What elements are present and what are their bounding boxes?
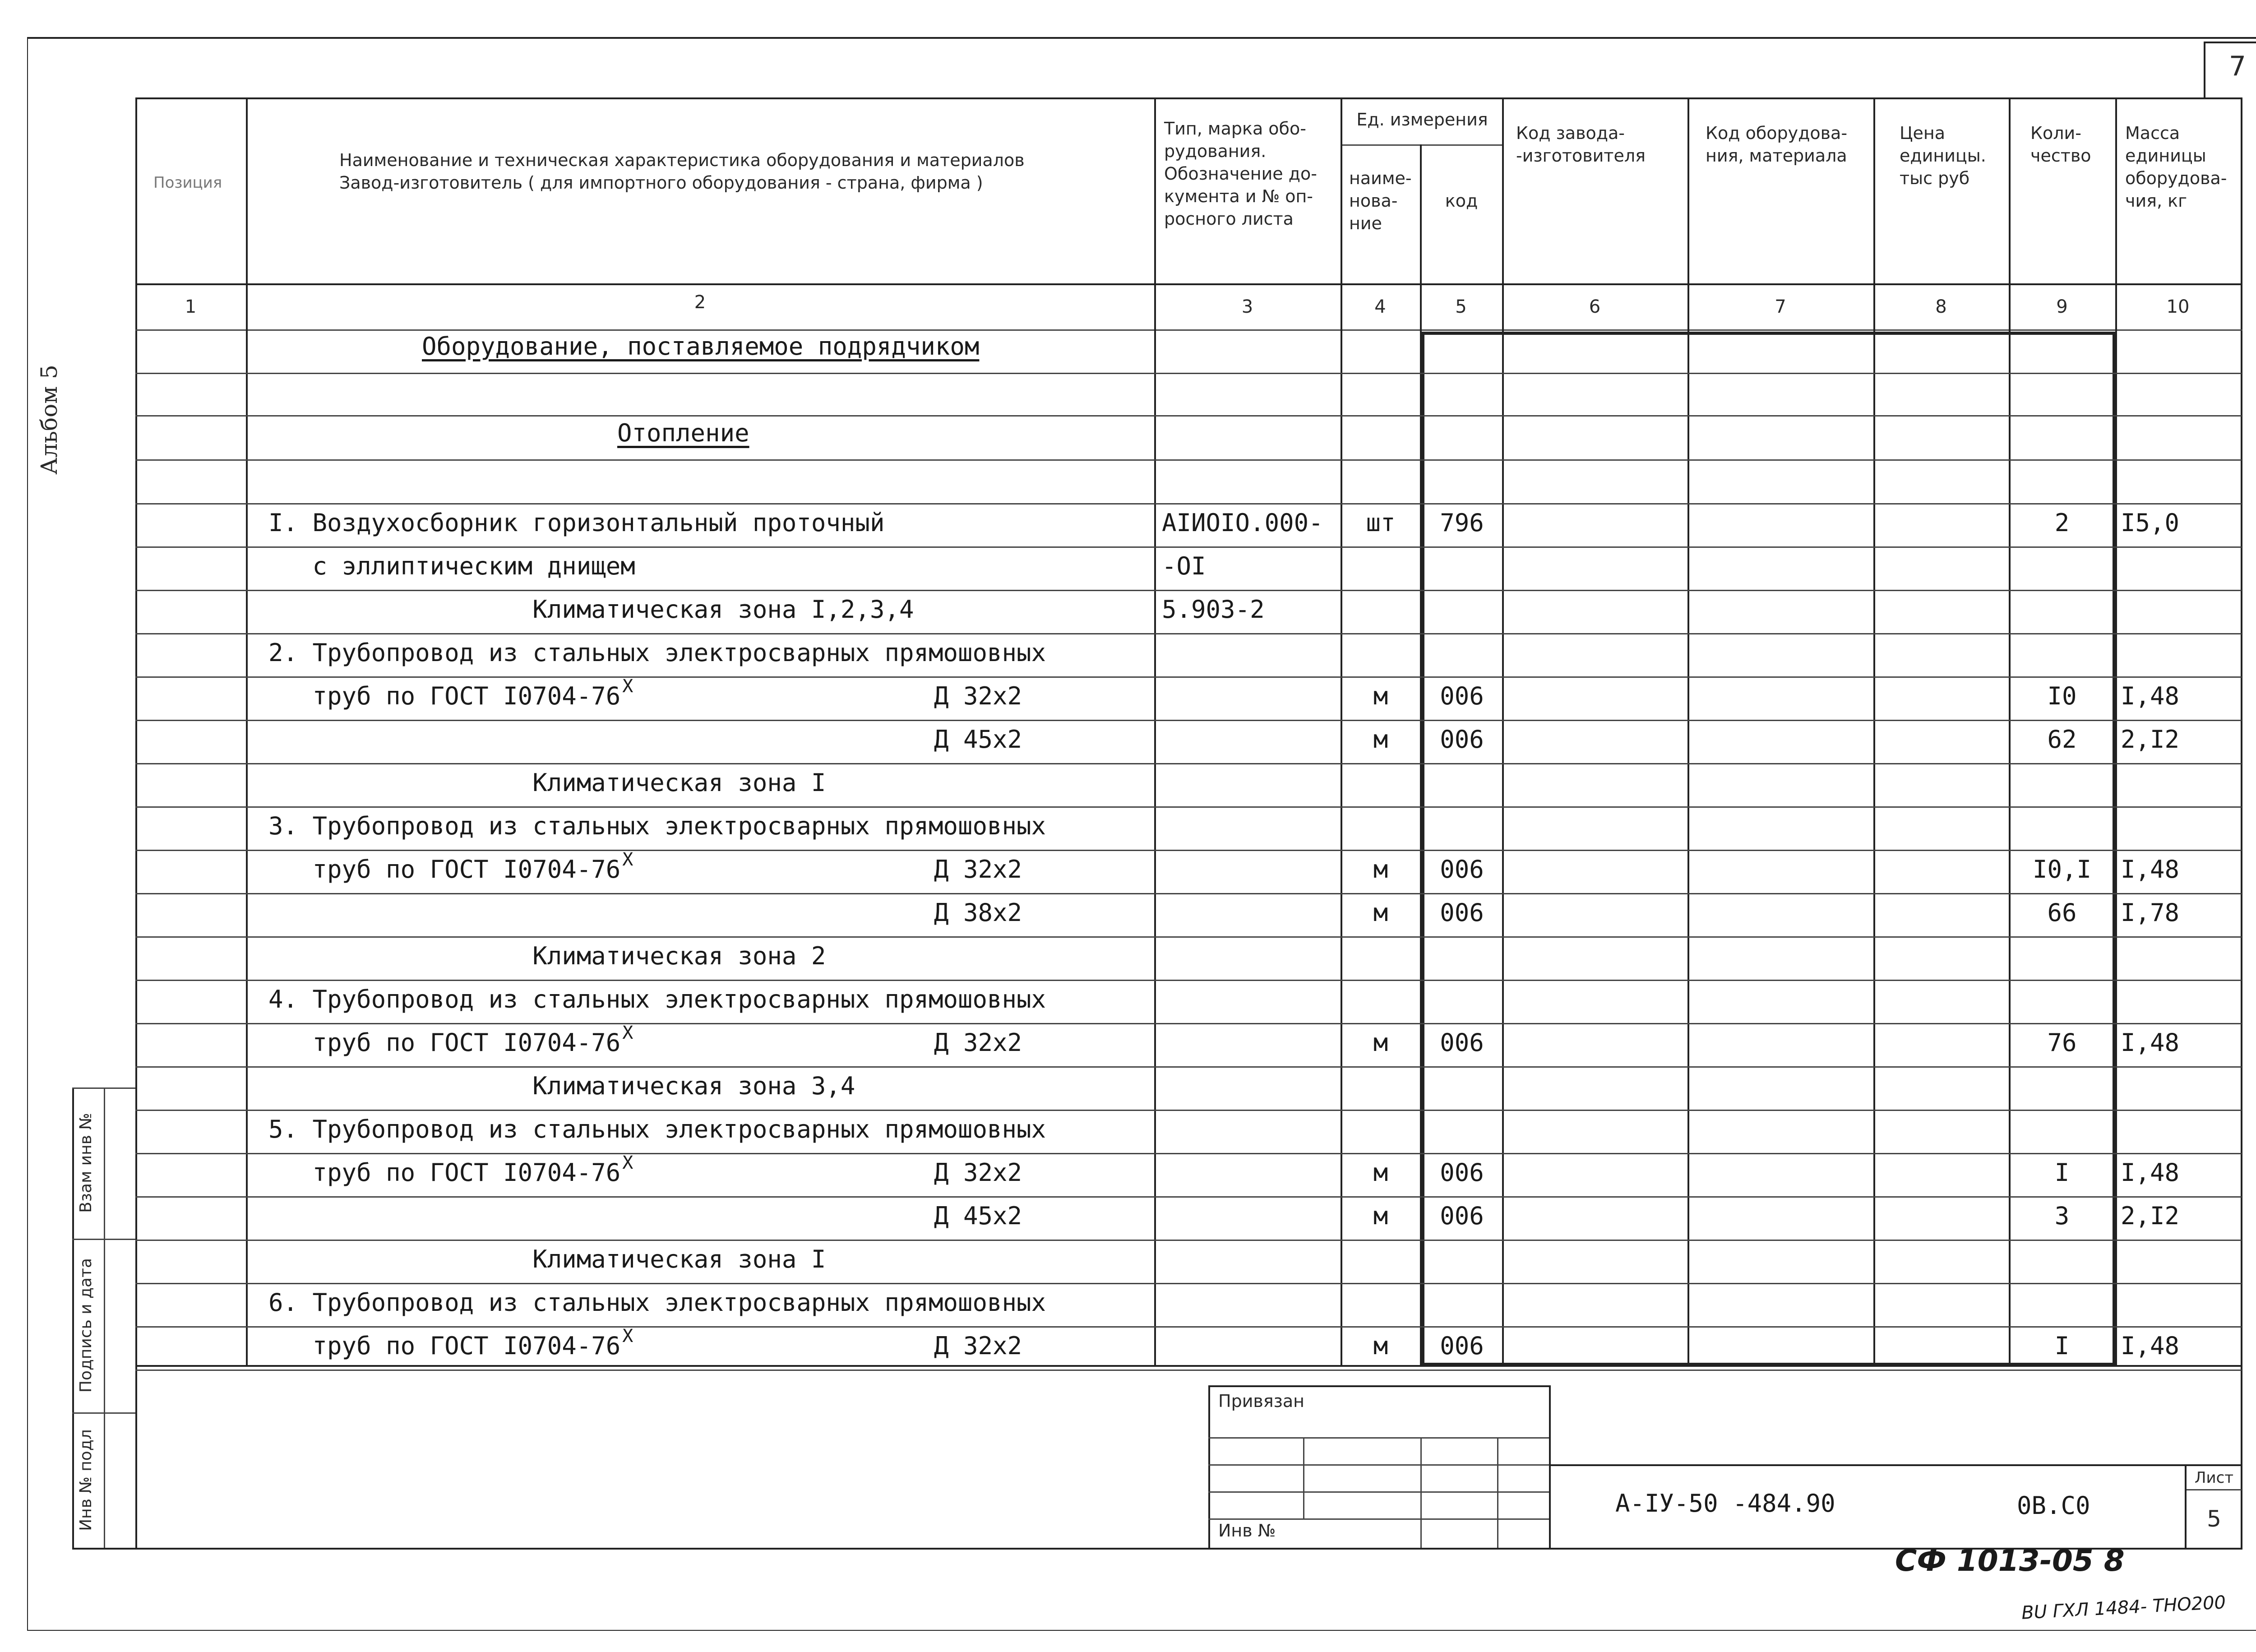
col-number: 8 bbox=[1935, 296, 1947, 317]
item-name: Климатическая зона I bbox=[268, 1245, 826, 1273]
unit-code: 796 bbox=[1440, 509, 1484, 537]
stamp-original-inventory: Инв № подл bbox=[77, 1429, 95, 1531]
item-name: труб по ГОСТ I0704-76 bbox=[268, 1332, 621, 1360]
unit-name: м bbox=[1373, 725, 1388, 754]
row-separator bbox=[135, 806, 2242, 808]
unit-name: м bbox=[1373, 1202, 1388, 1230]
unit-mass: I,78 bbox=[2121, 898, 2180, 927]
superscript-mark: X bbox=[622, 849, 633, 870]
unit-name: м bbox=[1373, 682, 1388, 710]
row-separator bbox=[135, 763, 2242, 764]
item-name: труб по ГОСТ I0704-76 bbox=[268, 1028, 621, 1057]
unit-mass: I,48 bbox=[2121, 682, 2180, 710]
unit-mass: I5,0 bbox=[2121, 509, 2180, 537]
sheet-corner-number: 7 bbox=[2228, 51, 2247, 82]
stamp-signature-date: Подпись и дата bbox=[77, 1258, 95, 1393]
row-separator bbox=[135, 1196, 2242, 1198]
row-separator bbox=[135, 1240, 2242, 1241]
pipe-size: Д 32х2 bbox=[934, 1158, 1022, 1187]
item-name: с эллиптическим днищем bbox=[268, 552, 635, 580]
sheet-number: 5 bbox=[2207, 1506, 2221, 1532]
quantity: I bbox=[2054, 1332, 2070, 1360]
attached-label: Привязан bbox=[1218, 1391, 1304, 1411]
row-separator bbox=[135, 936, 2242, 938]
unit-name: м bbox=[1373, 855, 1388, 884]
row-separator bbox=[135, 503, 2242, 504]
col-number: 10 bbox=[2166, 296, 2190, 317]
album-label: Альбом 5 bbox=[36, 365, 62, 475]
quantity: 3 bbox=[2054, 1202, 2070, 1230]
row-separator bbox=[135, 1370, 2242, 1371]
pipe-size: Д 32х2 bbox=[934, 682, 1022, 710]
sheet-label: Лист bbox=[2194, 1469, 2234, 1487]
header-mass: Масса единицы оборудова- чия, кг bbox=[2125, 123, 2227, 211]
header-quantity: Коли- чество bbox=[2030, 123, 2091, 166]
unit-code: 006 bbox=[1440, 898, 1484, 927]
row-separator bbox=[135, 459, 2242, 461]
header-type: Тип, марка обо- рудования. Обозначение до- кумента и № оп- росного листа bbox=[1164, 119, 1317, 229]
col-number: 7 bbox=[1775, 296, 1786, 317]
col-number: 6 bbox=[1589, 296, 1601, 317]
item-type: -OI bbox=[1162, 552, 1206, 580]
row-separator bbox=[135, 373, 2242, 374]
row-separator bbox=[135, 720, 2242, 721]
col-number: 1 bbox=[185, 296, 197, 317]
item-name: 5. Трубопровод из стальных электросварных прямошовных bbox=[268, 1115, 1046, 1143]
superscript-mark: X bbox=[622, 1152, 633, 1173]
row-separator bbox=[135, 850, 2242, 851]
unit-name: м bbox=[1373, 898, 1388, 927]
row-separator bbox=[135, 633, 2242, 634]
header-position: Позиция bbox=[153, 174, 222, 192]
quantity: I bbox=[2054, 1158, 2070, 1187]
unit-mass: 2,I2 bbox=[2121, 725, 2180, 754]
header-equipment-code: Код оборудова- ния, материала bbox=[1706, 123, 1848, 166]
stamp-replaced-inventory: Взам инв № bbox=[77, 1113, 95, 1213]
item-name: труб по ГОСТ I0704-76 bbox=[268, 682, 621, 710]
inventory-label: Инв № bbox=[1218, 1521, 1276, 1541]
pipe-size: Д 32х2 bbox=[934, 855, 1022, 884]
row-separator bbox=[135, 1283, 2242, 1284]
header-name: Наименование и техническая характеристика оборудования и материалов Завод-изготовитель ( для импортного оборудования - страна, фирма ) bbox=[339, 150, 1025, 193]
item-name: труб по ГОСТ I0704-76 bbox=[268, 855, 621, 884]
row-separator bbox=[135, 1023, 2242, 1024]
unit-code: 006 bbox=[1440, 725, 1484, 754]
handwritten-code: СФ 1013-05 8 bbox=[1895, 1543, 2125, 1578]
item-name: Климатическая зона 2 bbox=[268, 942, 826, 970]
item-type: AIИOIO.000- bbox=[1162, 509, 1323, 537]
unit-name: м bbox=[1373, 1332, 1388, 1360]
pipe-size: Д 45х2 bbox=[934, 1202, 1022, 1230]
row-separator bbox=[135, 1153, 2242, 1154]
quantity: I0 bbox=[2047, 682, 2077, 710]
col-number: 2 bbox=[694, 292, 706, 313]
unit-code: 006 bbox=[1440, 1332, 1484, 1360]
header-unit-name: наиме- нова- ние bbox=[1349, 168, 1412, 233]
unit-name: шт bbox=[1366, 509, 1396, 537]
item-name: I. Воздухосборник горизонтальный проточный bbox=[268, 509, 885, 537]
row-separator bbox=[135, 590, 2242, 591]
row-separator bbox=[135, 676, 2242, 678]
unit-name: м bbox=[1373, 1158, 1388, 1187]
row-separator bbox=[135, 1326, 2242, 1328]
row-separator bbox=[135, 1110, 2242, 1111]
row-separator bbox=[135, 980, 2242, 981]
quantity: 66 bbox=[2047, 898, 2077, 927]
superscript-mark: X bbox=[622, 1023, 633, 1043]
row-separator bbox=[135, 546, 2242, 548]
superscript-mark: X bbox=[622, 1326, 633, 1347]
pipe-size: Д 32х2 bbox=[934, 1028, 1022, 1057]
item-name: труб по ГОСТ I0704-76 bbox=[268, 1158, 621, 1187]
unit-mass: I,48 bbox=[2121, 1028, 2180, 1057]
item-name: 4. Трубопровод из стальных электросварных прямошовных bbox=[268, 985, 1046, 1013]
item-type: 5.903-2 bbox=[1162, 595, 1265, 624]
subsection-title: Отопление bbox=[617, 419, 749, 447]
quantity: 2 bbox=[2054, 509, 2070, 537]
row-separator bbox=[135, 893, 2242, 894]
unit-code: 006 bbox=[1440, 1158, 1484, 1187]
margin-note: ВU ГХЛ 1484- ТНО200 bbox=[2021, 1592, 2227, 1624]
superscript-mark: X bbox=[622, 676, 633, 697]
col-number: 5 bbox=[1455, 296, 1467, 317]
document-code: А-IУ-50 -484.90 bbox=[1615, 1489, 1835, 1518]
quantity: 62 bbox=[2047, 725, 2077, 754]
col-number: 3 bbox=[1241, 296, 1253, 317]
pipe-size: Д 32х2 bbox=[934, 1332, 1022, 1360]
item-name: 2. Трубопровод из стальных электросварных прямошовных bbox=[268, 639, 1046, 667]
unit-code: 006 bbox=[1440, 682, 1484, 710]
pipe-size: Д 38х2 bbox=[934, 898, 1022, 927]
row-separator bbox=[135, 1066, 2242, 1068]
item-name: 6. Трубопровод из стальных электросварных прямошовных bbox=[268, 1288, 1046, 1317]
unit-code: 006 bbox=[1440, 1028, 1484, 1057]
item-name: Климатическая зона I,2,3,4 bbox=[268, 595, 914, 624]
header-unit-group: Ед. измерения bbox=[1356, 110, 1488, 130]
item-name: 3. Трубопровод из стальных электросварных прямошовных bbox=[268, 812, 1046, 840]
header-price: Цена единицы. тыс руб bbox=[1900, 123, 1986, 188]
row-separator bbox=[135, 415, 2242, 416]
header-manufacturer-code: Код завода- -изготовителя bbox=[1516, 123, 1646, 166]
section-title: Оборудование, поставляемое подрядчиком bbox=[422, 332, 980, 361]
document-mark: 0В.С0 bbox=[2017, 1491, 2090, 1520]
quantity: I0,I bbox=[2032, 855, 2092, 884]
item-name: Климатическая зона 3,4 bbox=[268, 1072, 855, 1100]
unit-name: м bbox=[1373, 1028, 1388, 1057]
unit-mass: I,48 bbox=[2121, 1332, 2180, 1360]
item-name: Климатическая зона I bbox=[268, 768, 826, 797]
unit-mass: 2,I2 bbox=[2121, 1202, 2180, 1230]
unit-mass: I,48 bbox=[2121, 1158, 2180, 1187]
unit-mass: I,48 bbox=[2121, 855, 2180, 884]
col-number: 4 bbox=[1374, 296, 1386, 317]
quantity: 76 bbox=[2047, 1028, 2077, 1057]
unit-code: 006 bbox=[1440, 1202, 1484, 1230]
pipe-size: Д 45х2 bbox=[934, 725, 1022, 754]
header-unit-code: код bbox=[1445, 191, 1478, 211]
unit-code: 006 bbox=[1440, 855, 1484, 884]
col-number: 9 bbox=[2056, 296, 2068, 317]
